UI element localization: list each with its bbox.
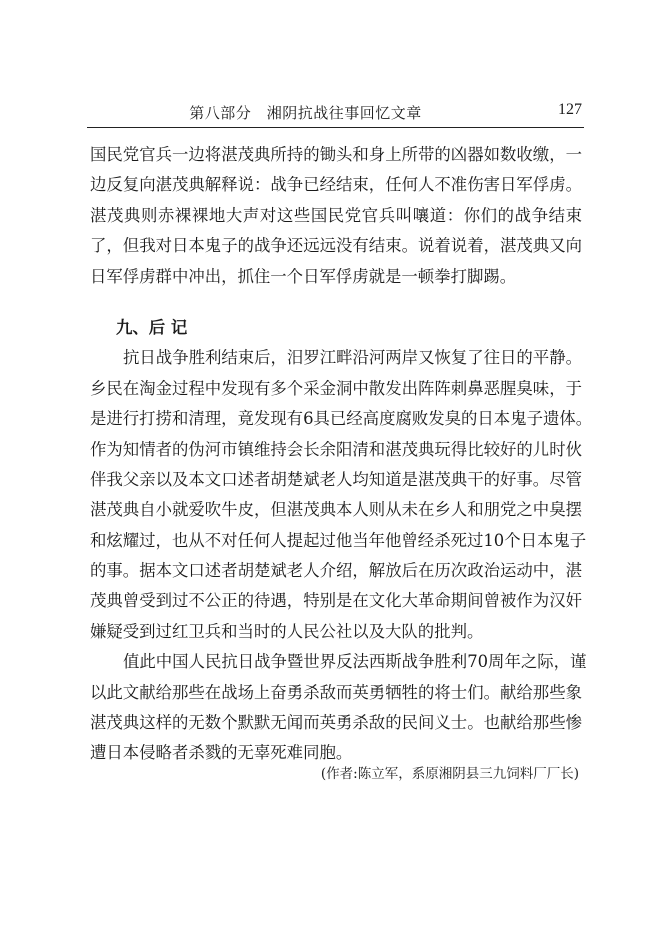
running-header [87, 96, 584, 126]
author-signature: (作者:陈立军，系原湘阴县三九饲料厂厂长) [320, 766, 579, 782]
text-line: 嫌疑受到过红卫兵和当时的人民公社以及大队的批判。 [90, 621, 484, 641]
section-heading: 九、后 记 [116, 317, 188, 337]
section-gap [90, 292, 582, 313]
text-line: 乡民在淘金过程中发现有多个采金洞中散发出阵阵刺鼻恶腥臭味，于 [90, 378, 582, 398]
text-line: 湛茂典则赤裸裸地大声对这些国民党官兵叫嚷道：你们的战争结束 [90, 205, 582, 225]
header-rule [87, 127, 584, 128]
text-line: 湛茂典自小就爱吹牛皮，但湛茂典本人则从未在乡人和朋党之中臭摆 [90, 500, 582, 520]
text-line: 国民党官兵一边将湛茂典所持的锄头和身上所带的凶器如数收缴，一 [90, 145, 582, 164]
header-title: 第八部分 湘阴抗战往事回忆文章 [189, 104, 422, 122]
text-line: 抗日战争胜利结束后，汨罗江畔沿河两岸又恢复了往日的平静。 [123, 348, 582, 368]
text-line: 作为知情者的伪河市镇维持会长余阳清和湛茂典玩得比较好的儿时伙 [90, 439, 582, 459]
body-text [90, 140, 593, 769]
text-line: 了，但我对日本鬼子的战争还远远没有结束。说着说着，湛茂典又向 [90, 236, 582, 256]
text-line: 值此中国人民抗日战争暨世界反法西斯战争胜利70周年之际，谨 [123, 652, 587, 672]
text-line: 以此文献给那些在战场上奋勇杀敌而英勇牺牲的将士们。献给那些象 [90, 682, 582, 702]
text-line: 的事。据本文口述者胡楚斌老人介绍，解放后在历次政治运动中，湛 [90, 561, 582, 581]
text-line: 和炫耀过，也从不对任何人提起过他当年他曾经杀死过10个日本鬼子 [90, 530, 587, 550]
paragraph-dedication [90, 647, 587, 769]
text-line: 湛茂典这样的无数个默默无闻而英勇杀敌的民间义士。也献给那些惨 [90, 713, 582, 733]
paragraph-afterword [90, 343, 593, 647]
text-line: 边反复向湛茂典解释说：战争已经结束，任何人不准伤害日军俘虏。 [90, 175, 582, 195]
paragraph-continuation [90, 140, 582, 292]
text-line: 伴我父亲以及本文口述者胡楚斌老人均知道是湛茂典干的好事。尽管 [90, 469, 582, 489]
text-line: 日军俘虏群中冲出，抓住一个日军俘虏就是一顿拳打脚踢。 [90, 266, 517, 286]
text-line: 是进行打捞和清理，竟发现有6具已经高度腐败发臭的日本鬼子遗体。 [90, 409, 593, 429]
page-number: 127 [558, 101, 582, 118]
text-line: 茂典曾受到过不公正的待遇，特别是在文化大革命期间曾被作为汉奸 [90, 591, 582, 611]
text-line: 遭日本侵略者杀戮的无辜死难同胞。 [90, 743, 353, 763]
